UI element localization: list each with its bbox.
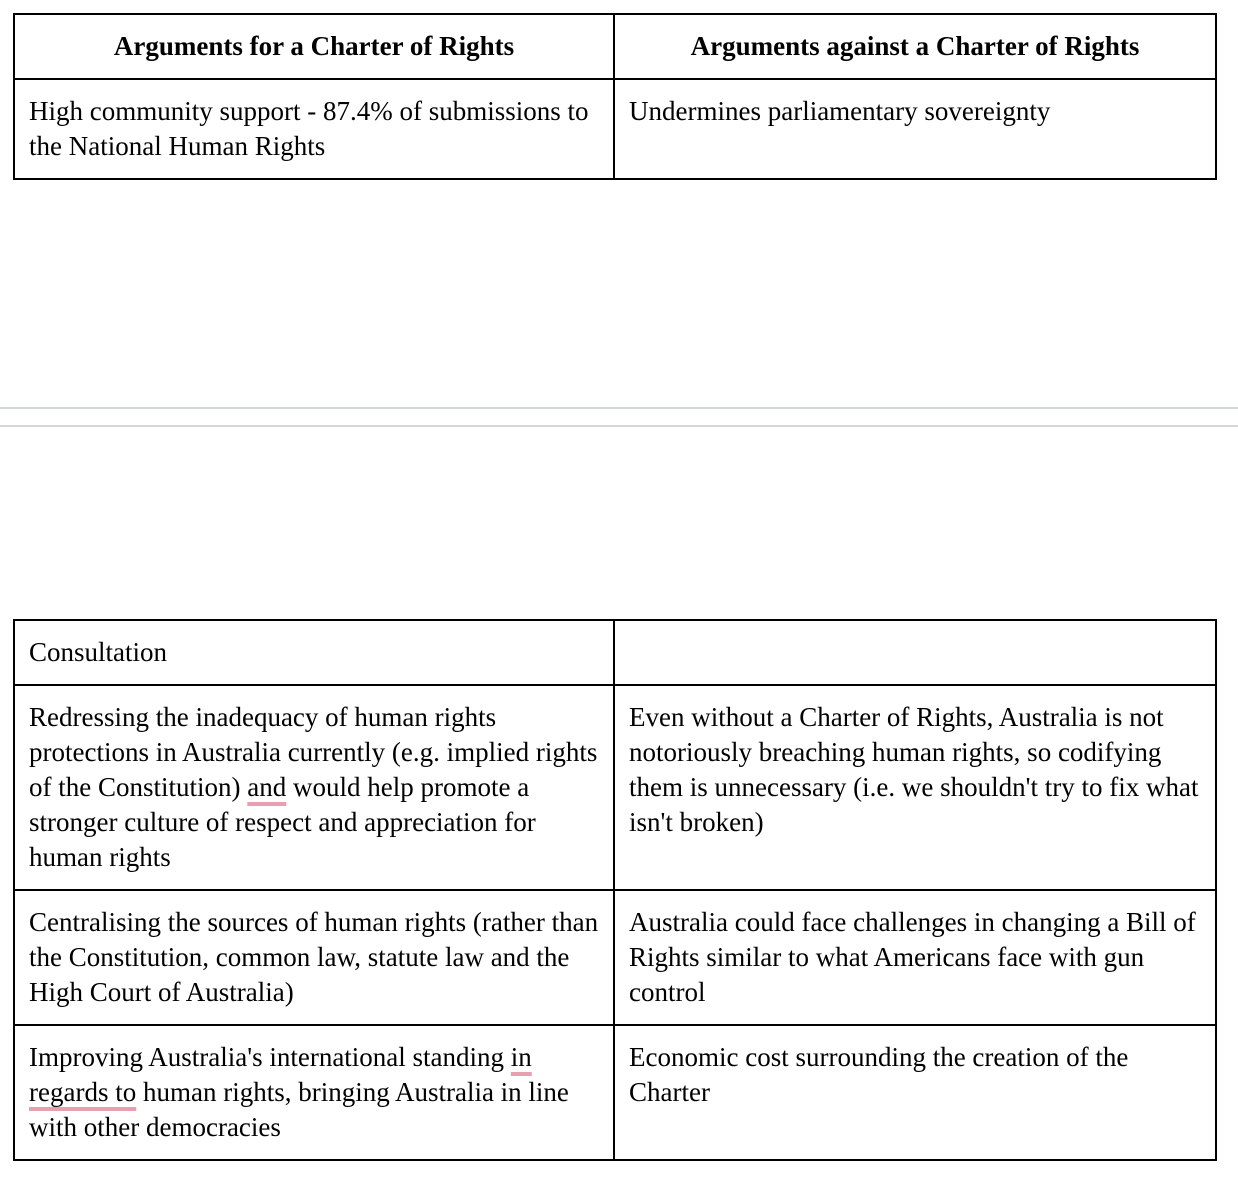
cell-against-empty[interactable] (614, 620, 1216, 685)
arguments-table-top (13, 13, 1217, 180)
table-row (14, 620, 1216, 685)
cell-for-consultation[interactable]: Consultation (14, 620, 614, 685)
cell-for-community-support[interactable]: High community support - 87.4% of submissions to the National Human Rights (14, 79, 614, 179)
table-row (14, 1025, 1216, 1160)
page-break-line-top (0, 407, 1238, 409)
cell-against-economic-cost[interactable]: Economic cost surrounding the creation of the Charter (614, 1025, 1216, 1160)
cell-text: would help promote a stronger culture of respect and appreciation for human rights (29, 772, 536, 872)
spellcheck-flagged-phrase[interactable]: in regards to (29, 1042, 532, 1107)
cell-text: human rights, bringing Australia in line with other democracies (29, 1077, 569, 1142)
header-cell-for[interactable]: Arguments for a Charter of Rights (14, 14, 614, 79)
page-break-line-bottom (0, 425, 1238, 427)
cell-for-centralising[interactable]: Centralising the sources of human rights (rather than the Constitution, common law, statute law and the High Court of Australia) (14, 890, 614, 1025)
spellcheck-flagged-word[interactable]: and (247, 772, 287, 802)
cell-text: Improving Australia's international standing (29, 1042, 511, 1072)
table-row (14, 890, 1216, 1025)
cell-for-international-standing[interactable] (14, 1025, 614, 1160)
table-row (14, 79, 1216, 179)
cell-text: Redressing the inadequacy of human rights protections in Australia currently (e.g. implied rights of the Constitution) (29, 702, 598, 802)
cell-for-redressing[interactable] (14, 685, 614, 890)
cell-against-gun-control[interactable]: Australia could face challenges in changing a Bill of Rights similar to what Americans face with gun control (614, 890, 1216, 1025)
arguments-table-bottom (13, 619, 1217, 1161)
header-cell-against[interactable]: Arguments against a Charter of Rights (614, 14, 1216, 79)
table-row (14, 685, 1216, 890)
table-header-row (14, 14, 1216, 79)
cell-against-not-breaching[interactable]: Even without a Charter of Rights, Australia is not notoriously breaching human rights, so codifying them is unnecessary (i.e. we shouldn't try to fix what isn't broken) (614, 685, 1216, 890)
cell-against-sovereignty[interactable]: Undermines parliamentary sovereignty (614, 79, 1216, 179)
